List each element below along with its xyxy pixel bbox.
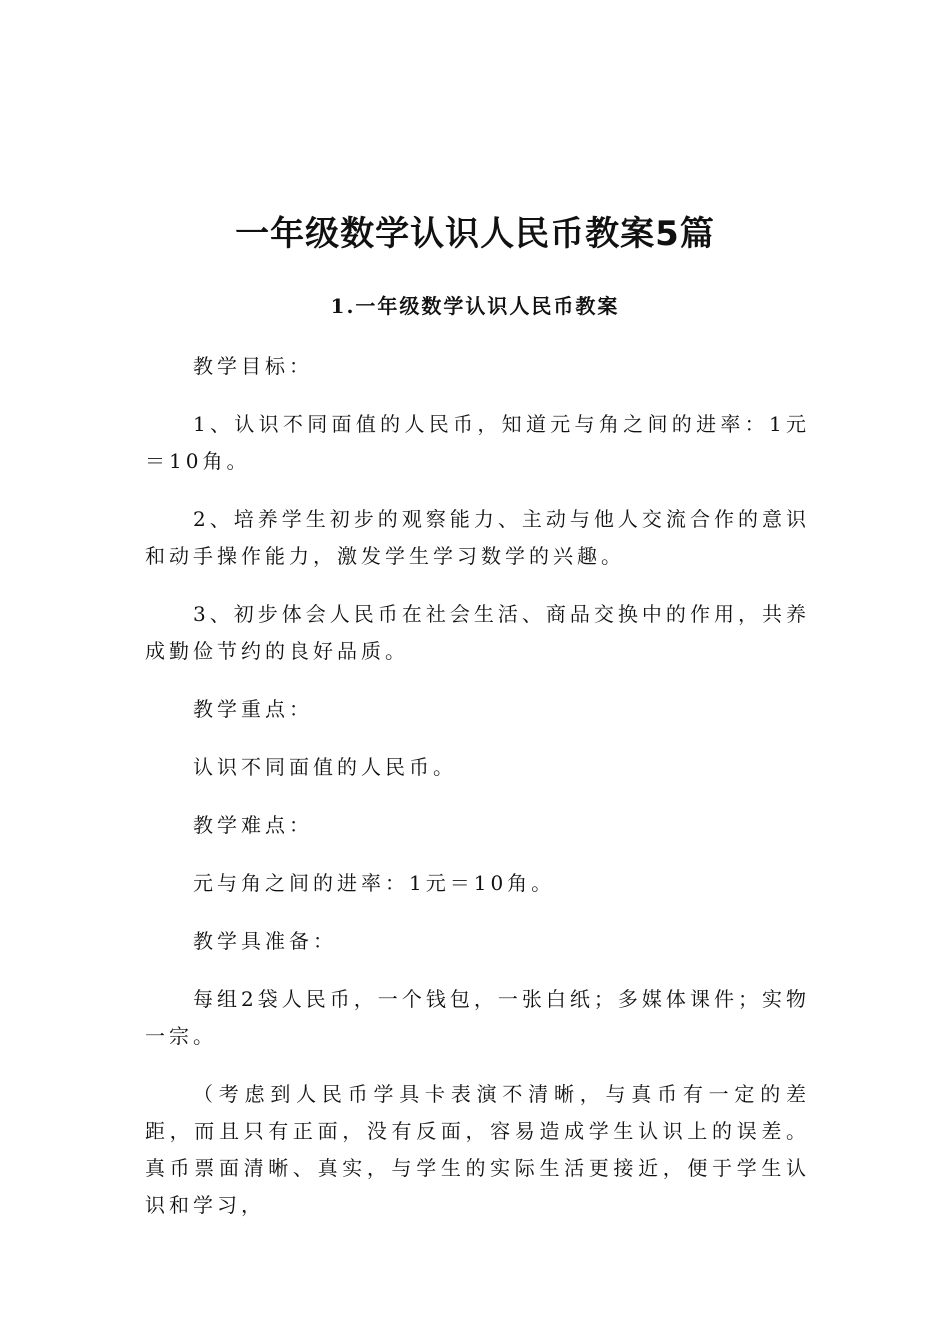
section-heading: 1.一年级数学认识人民币教案 (330, 294, 620, 318)
paragraph-key-points-label: 教学重点： (193, 697, 313, 721)
paragraph-goal-1: 1、认识不同面值的人民币，知道元与角之间的进率：1元＝10角。 (145, 412, 810, 473)
paragraph-materials-label: 教学具准备： (193, 929, 337, 953)
paragraph-note: （考虑到人民币学具卡表演不清晰，与真币有一定的差距，而且只有正面，没有反面，容易造成学生认识上的误差。真币票面清晰、真实，与学生的实际生活更接近，便于学生认识和学习， (145, 1082, 810, 1217)
paragraph-goal-2: 2、培养学生初步的观察能力、主动与他人交流合作的意识和动手操作能力，激发学生学习数学的兴趣。 (145, 507, 810, 568)
paragraph-materials: 每组2袋人民币，一个钱包，一张白纸；多媒体课件；实物一宗。 (145, 987, 810, 1048)
paragraph-goal-3: 3、初步体会人民币在社会生活、商品交换中的作用，共养成勤俭节约的良好品质。 (145, 602, 810, 663)
paragraph-difficulty-label: 教学难点： (193, 813, 313, 837)
page-title: 一年级数学认识人民币教案5篇 (235, 214, 715, 254)
paragraph-difficulty: 元与角之间的进率：1元＝10角。 (193, 871, 556, 895)
paragraph-teaching-goals-label: 教学目标： (193, 354, 313, 378)
paragraph-key-points: 认识不同面值的人民币。 (193, 755, 457, 779)
document-body (145, 348, 810, 1245)
